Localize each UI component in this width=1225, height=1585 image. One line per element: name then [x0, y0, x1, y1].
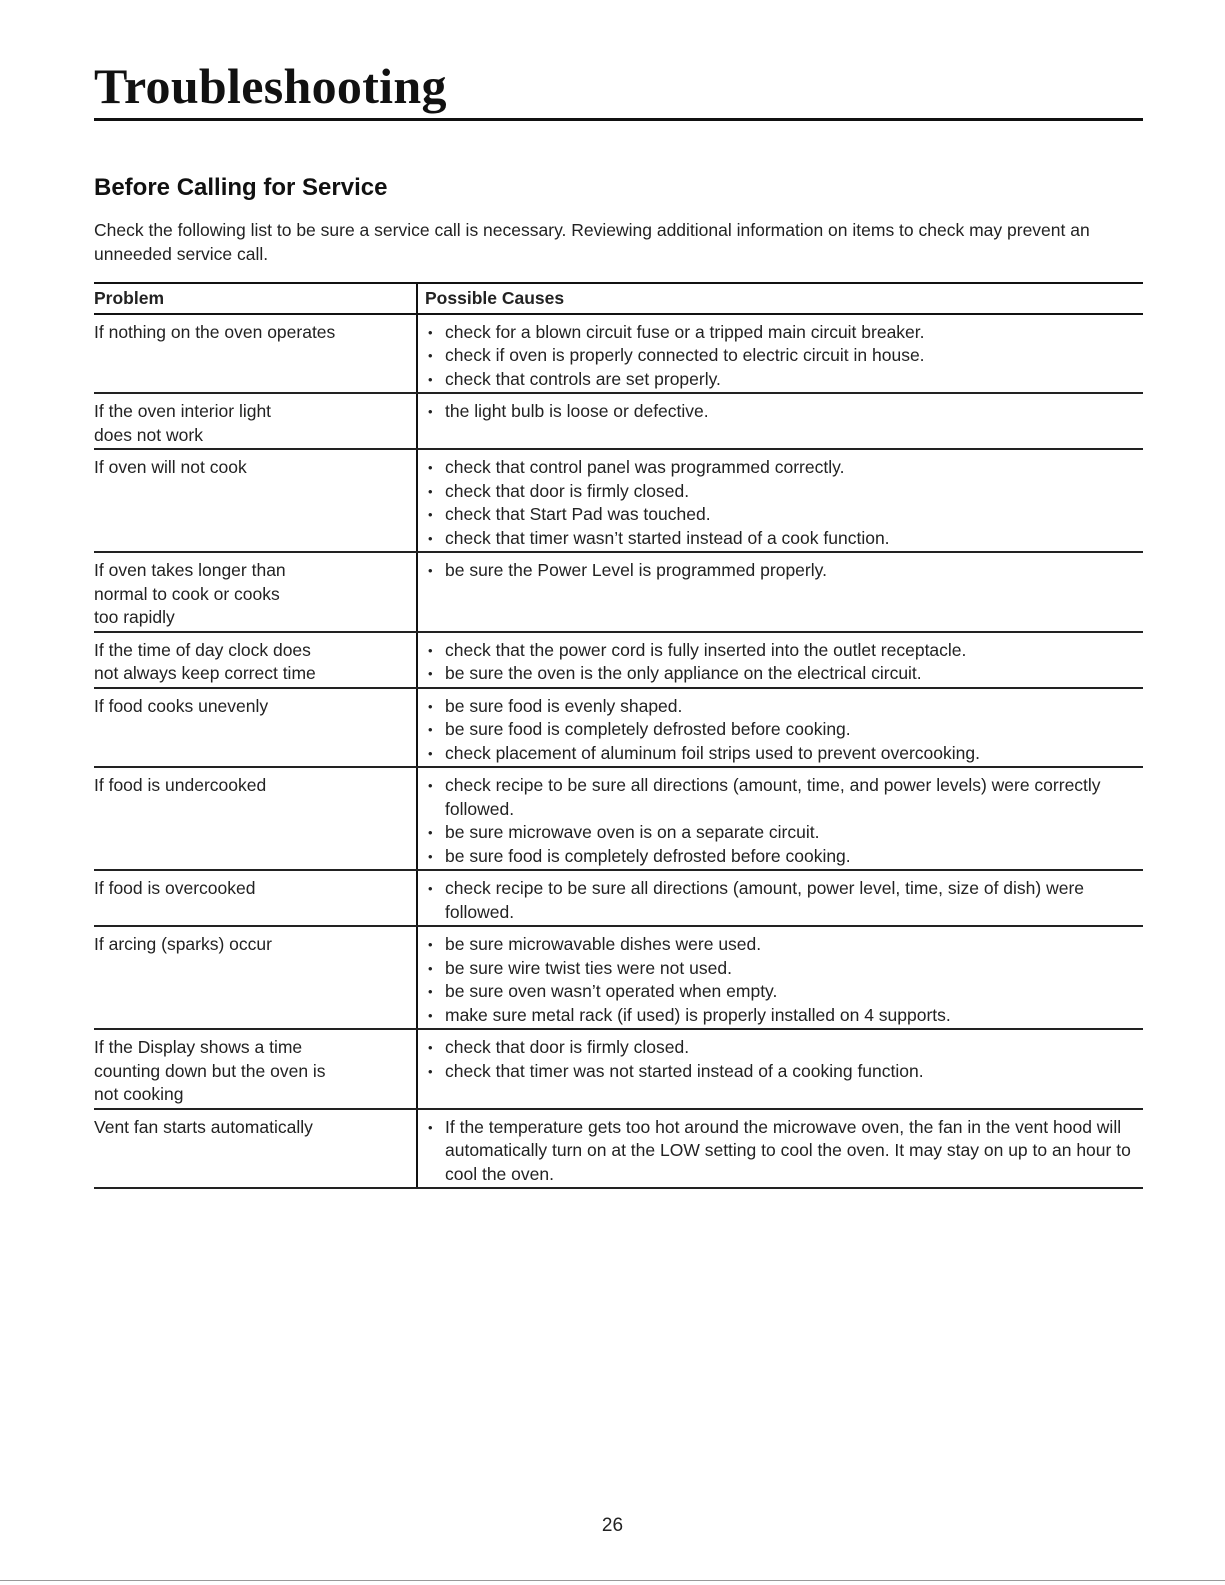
page-bottom-edge [0, 1580, 1225, 1581]
cause-item: • be sure the Power Level is programmed properly. [425, 559, 1143, 583]
table-row [94, 632, 1143, 688]
problem-cell [94, 926, 417, 1029]
cause-item: • check placement of aluminum foil strips used to prevent overcooking. [425, 742, 1143, 766]
possible-causes-cell [417, 870, 1143, 926]
problem-cell [94, 1029, 417, 1109]
problem-text: If food cooks unevenly [94, 695, 269, 716]
table-row [94, 1029, 1143, 1109]
possible-causes-cell [417, 926, 1143, 1029]
cause-item: • check that control panel was programmed correctly. [425, 456, 1143, 480]
cause-item: • the light bulb is loose or defective. [425, 400, 1143, 424]
problem-text: If the time of day clock does not always keep correct time [94, 639, 316, 683]
cause-item: • check that timer was not started instead of a cooking function. [425, 1060, 1143, 1084]
cause-item: • be sure wire twist ties were not used. [425, 957, 1143, 981]
problem-text: If food is overcooked [94, 878, 256, 898]
title-underline [94, 118, 1143, 121]
table-body [94, 314, 1143, 1189]
section-heading: Before Calling for Service [94, 174, 388, 201]
problem-cell [94, 767, 417, 870]
possible-causes-cell [417, 552, 1143, 632]
table-row [94, 870, 1143, 926]
intro-paragraph: Check the following list to be sure a service call is necessary. Reviewing additional information on items to check may prevent an unneeded service call. [94, 220, 1090, 264]
problem-text: If arcing (sparks) occur [94, 934, 272, 954]
cause-list [425, 400, 1143, 424]
problem-cell [94, 449, 417, 552]
cause-list [425, 1036, 1143, 1083]
problem-text: If the Display shows a time counting down but the oven is not cooking [94, 1037, 326, 1104]
cause-item: • be sure the oven is the only appliance on the electrical circuit. [425, 662, 1143, 686]
table-row [94, 449, 1143, 552]
page-title: Troubleshooting [94, 58, 447, 114]
cause-list [425, 774, 1143, 868]
problem-text: If oven takes longer than normal to cook or cooks too rapidly [94, 560, 286, 627]
possible-causes-cell [417, 767, 1143, 870]
possible-causes-cell [417, 1029, 1143, 1109]
problem-cell [94, 314, 417, 394]
possible-causes-cell [417, 393, 1143, 449]
cause-item: • check recipe to be sure all directions (amount, power level, time, size of dish) were followed. [425, 877, 1143, 924]
cause-list [425, 321, 1143, 392]
table-row [94, 767, 1143, 870]
cause-list [425, 695, 1143, 766]
problem-cell [94, 632, 417, 688]
page-number: 26 [601, 1515, 624, 1536]
possible-causes-cell [417, 314, 1143, 394]
cause-list [425, 559, 1143, 583]
cause-item: • check for a blown circuit fuse or a tripped main circuit breaker. [425, 321, 1143, 345]
cause-list [425, 456, 1143, 550]
problem-cell [94, 552, 417, 632]
cause-item: • check recipe to be sure all directions (amount, time, and power levels) were correctly followed. [425, 774, 1143, 821]
problem-text: If nothing on the oven operates [94, 321, 336, 342]
cause-item: • be sure food is completely defrosted before cooking. [425, 845, 1143, 869]
problem-text: If food is undercooked [94, 775, 267, 795]
table-row [94, 393, 1143, 449]
table-row [94, 1109, 1143, 1189]
cause-item: • be sure food is completely defrosted before cooking. [425, 718, 1143, 742]
problem-cell [94, 393, 417, 449]
possible-causes-cell [417, 632, 1143, 688]
cause-item: • check that controls are set properly. [425, 368, 1143, 392]
problem-cell [94, 1109, 417, 1189]
problem-cell [94, 688, 417, 768]
table-row [94, 688, 1143, 768]
table-row [94, 552, 1143, 632]
cause-item: • be sure microwavable dishes were used. [425, 933, 1143, 957]
cause-list [425, 877, 1143, 924]
possible-causes-cell [417, 688, 1143, 768]
cause-item: • be sure oven wasn’t operated when empty. [425, 980, 1143, 1004]
cause-item: • If the temperature gets too hot around the microwave oven, the fan in the vent hood will automatically turn on at the LOW setting to cool the oven. It may stay on up to an hour to cool the oven. [425, 1116, 1143, 1187]
problem-text: If the oven interior light does not work [94, 401, 272, 445]
cause-item: • be sure microwave oven is on a separate circuit. [425, 821, 1143, 845]
cause-item: • check that door is firmly closed. [425, 480, 1143, 504]
column-header-problem: Problem [94, 283, 417, 314]
cause-list [425, 933, 1143, 1027]
cause-item: • make sure metal rack (if used) is properly installed on 4 supports. [425, 1004, 1143, 1028]
table-row [94, 926, 1143, 1029]
cause-item: • check that Start Pad was touched. [425, 503, 1143, 527]
cause-list [425, 639, 1143, 686]
problem-text: Vent fan starts automatically [94, 1116, 313, 1137]
possible-causes-cell [417, 1109, 1143, 1189]
problem-text: If oven will not cook [94, 457, 247, 477]
cause-item: • check that door is firmly closed. [425, 1036, 1143, 1060]
cause-item: • check that the power cord is fully inserted into the outlet receptacle. [425, 639, 1143, 663]
possible-causes-cell [417, 449, 1143, 552]
table-header-row [94, 283, 1143, 314]
column-header-possible-causes: Possible Causes [417, 283, 1143, 314]
table-row [94, 314, 1143, 394]
troubleshooting-table [94, 282, 1143, 1189]
cause-item: • check that timer wasn’t started instead of a cook function. [425, 527, 1143, 551]
problem-cell [94, 870, 417, 926]
cause-list [425, 1116, 1143, 1187]
cause-item: • be sure food is evenly shaped. [425, 695, 1143, 719]
cause-item: • check if oven is properly connected to electric circuit in house. [425, 344, 1143, 368]
